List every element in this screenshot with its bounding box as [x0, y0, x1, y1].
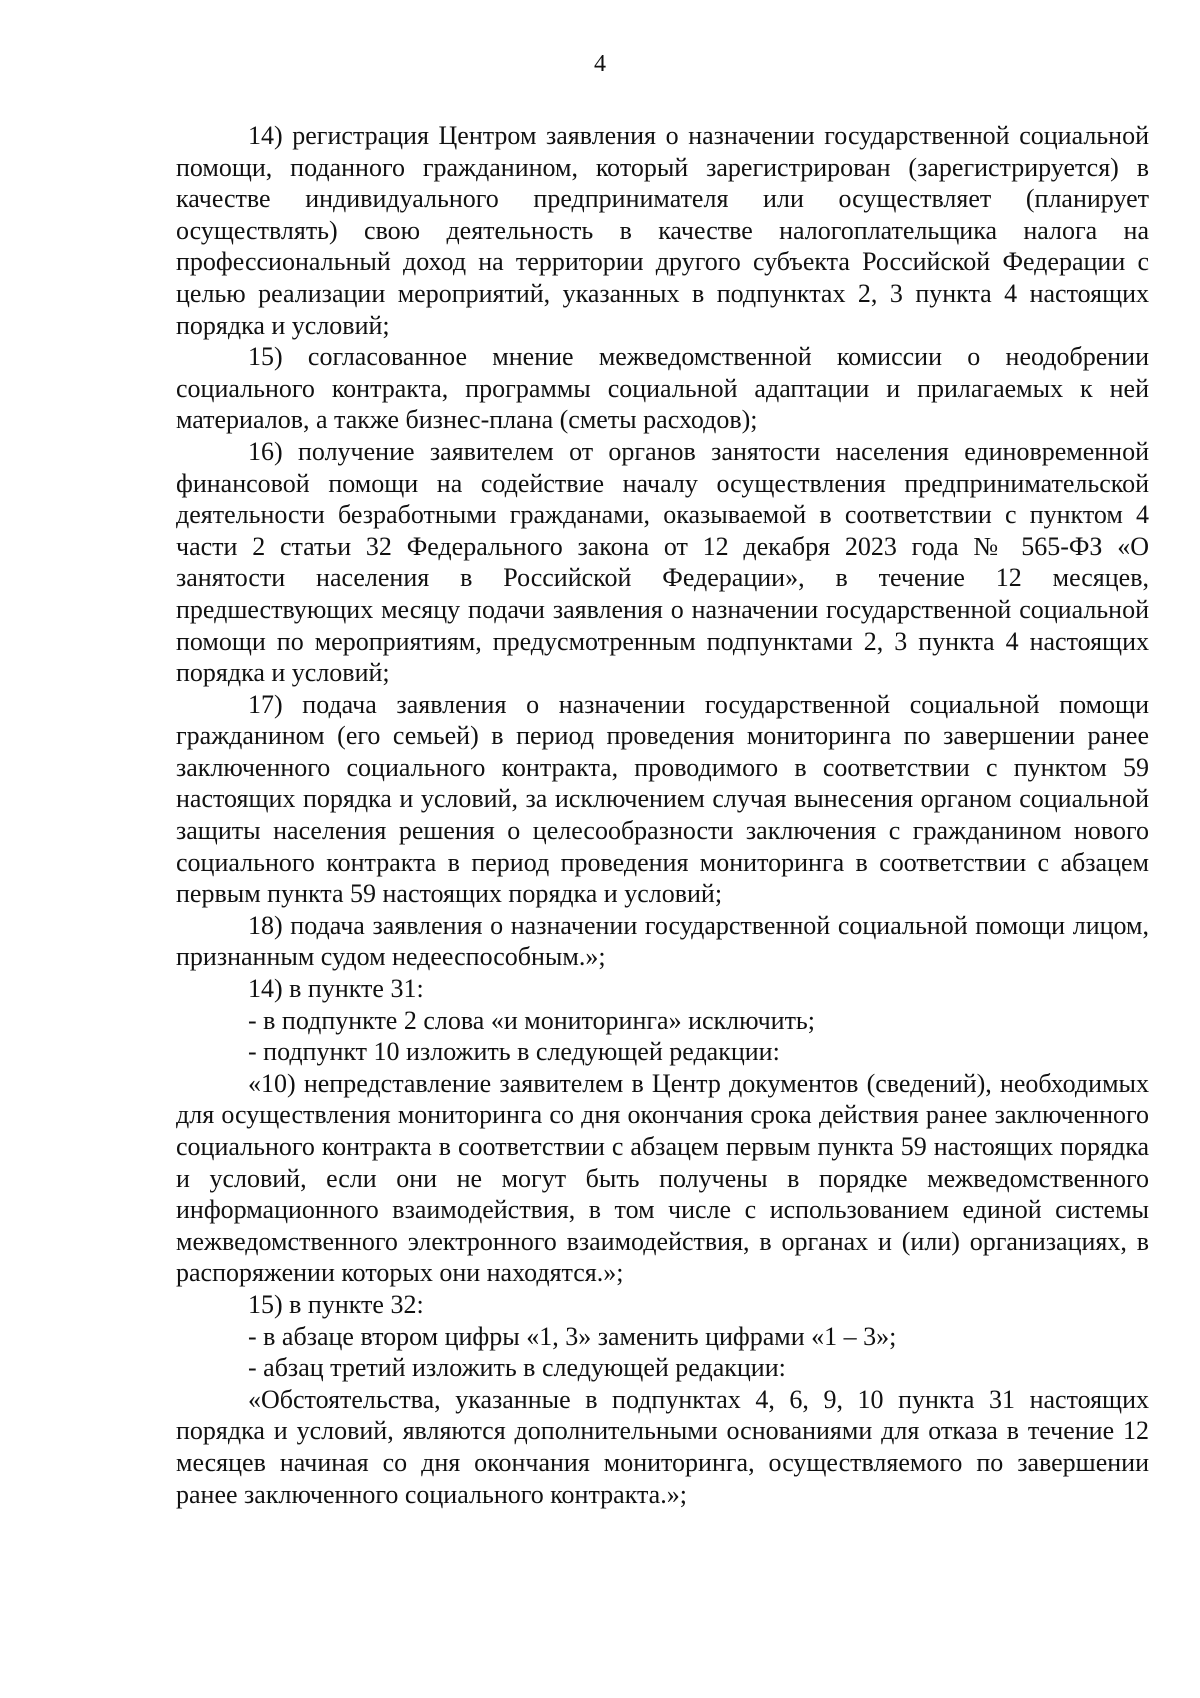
paragraph-item-14-registration: 14) регистрация Центром заявления о назначении государственной социальной помощи, поданного гражданином, который зарегистрирован (зарегистрируется) в качестве индивидуального предпринимателя или осуществляет (планирует осуществлять) свою деятельность в качестве налогоплательщика налога на профессиональный доход на территории другого субъекта Российской Федерации с целью реализации мероприятий, указанных в подпунктах 2, 3 пункта 4 настоящих порядка и условий; [176, 121, 1149, 340]
paragraph-item-17-monitoring: 17) подача заявления о назначении государственной социальной помощи гражданином (его семьей) в период проведения мониторинга по завершении ранее заключенного социального контракта, проводимого в соответствии с пунктом 59 настоящих порядка и условий, за исключением случая вынесения органом социальной защиты населения решения о целесообразности заключения с гражданином нового социального контракта в период проведения мониторинга в соответствии с абзацем первым пункта 59 настоящих порядка и условий; [176, 689, 1149, 909]
paragraph-amendment-14-subitem-10: - подпункт 10 изложить в следующей редакции: [248, 1037, 780, 1067]
paragraph-amendment-14-heading: 14) в пункте 31: [248, 974, 424, 1004]
paragraph-amendment-14-new-subitem-10: «10) непредставление заявителем в Центр документов (сведений), необходимых для осуществления мониторинга со дня окончания срока действия ранее заключенного социального контракта в соответствии с абзацем первым пункта 59 настоящих порядка и условий, если они не могут быть получены в порядке межведомственного информационного взаимодействия, в том числе с использованием единой системы межведомственного электронного взаимодействия, в органах и (или) организациях, в распоряжении которых они находятся.»; [176, 1068, 1149, 1288]
page-number: 4 [594, 51, 606, 77]
paragraph-amendment-14-subitem-2: - в подпункте 2 слова «и мониторинга» исключить; [248, 1005, 816, 1035]
paragraph-amendment-15-paragraph-2: - в абзаце втором цифры «1, 3» заменить цифрами «1 – 3»; [248, 1321, 897, 1351]
paragraph-amendment-15-paragraph-3: - абзац третий изложить в следующей редакции: [248, 1353, 786, 1383]
paragraph-item-18-incapable: 18) подача заявления о назначении государственной социальной помощи лицом, признанным судом недееспособным.»; [176, 910, 1149, 972]
paragraph-item-15-commission: 15) согласованное мнение межведомственной комиссии о неодобрении социального контракта, программы социальной адаптации и прилагаемых к ней материалов, а также бизнес-плана (сметы расходов); [176, 342, 1149, 435]
paragraph-amendment-15-new-text: «Обстоятельства, указанные в подпунктах 4, 6, 9, 10 пункта 31 настоящих порядка и условий, являются дополнительными основаниями для отказа в течение 12 месяцев начиная со дня окончания мониторинга, осуществляемого по завершении ранее заключенного социального контракта.»; [176, 1384, 1149, 1509]
paragraph-item-16-financial-aid: 16) получение заявителем от органов занятости населения единовременной финансовой помощи на содействие началу осуществления предпринимательской деятельности безработными гражданами, оказываемой в соответствии с пунктом 4 части 2 статьи 32 Федерального закона от 12 декабря 2023 года № 565-ФЗ «О занятости населения в Российской Федерации», в течение 12 месяцев, предшествующих месяцу подачи заявления о назначении государственной социальной помощи по мероприятиям, предусмотренным подпунктами 2, 3 пункта 4 настоящих порядка и условий; [176, 436, 1149, 688]
document-body [176, 120, 1149, 1510]
paragraph-amendment-15-heading: 15) в пункте 32: [248, 1289, 424, 1319]
